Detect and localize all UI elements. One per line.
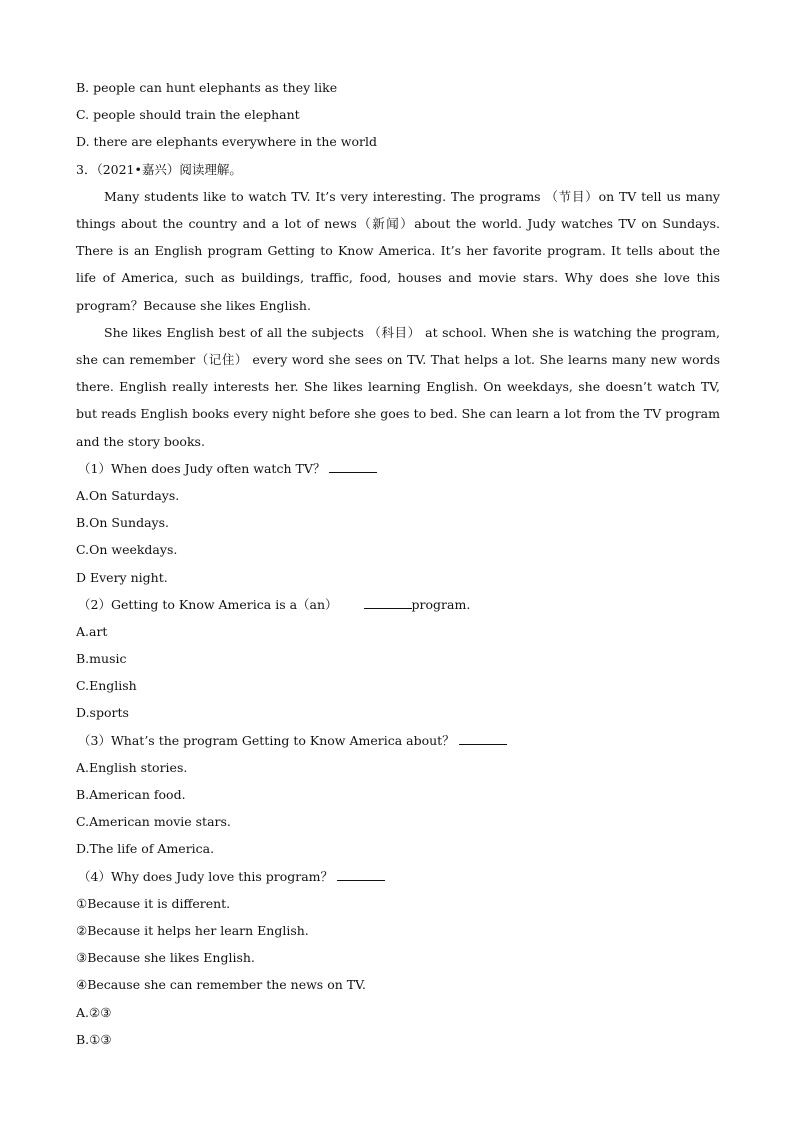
question-4-option-a: A.②③ [76, 1004, 112, 1020]
question-4-statement-4: ④Because she can remember the news on TV. [76, 977, 366, 993]
question-2-text: （2）Getting to Know America is a（an） [78, 596, 338, 612]
answer-blank [364, 594, 412, 609]
question-1-option-d: D Every night. [76, 569, 168, 585]
question-4-text: （4）Why does Judy love this program？ [78, 868, 333, 884]
passage-paragraph-2: She likes English best of all the subjects （科目） at school. When she is watching the program, she can remember（记住） every word she sees on TV. That helps a lot. She learns many new words there. English really interests her. She likes learning English. On weekdays, she doesn’t watch TV, but reads English books every night before she goes to bed. She can learn a lot from the TV program and the story books. [76, 324, 720, 449]
question-2-text-after: program. [411, 596, 471, 612]
document-page [76, 74, 720, 1053]
question-3-option-b: B.American food. [76, 787, 186, 803]
question-4-statement-2: ②Because it helps her learn English. [76, 922, 309, 938]
question-1-stem [76, 455, 720, 482]
answer-blank [337, 866, 385, 881]
passage-paragraph-1: Many students like to watch TV. It’s very interesting. The programs （节目）on TV tell us many things about the country and a lot of news（新闻）about the world. Judy watches TV on Sundays. There is an English program Getting to Know America. It’s her favorite program. It tells about the life of America, such as buildings, traffic, food, houses and movie stars. Why does she love this program？Because she likes English. [76, 188, 720, 313]
answer-blank [459, 730, 507, 745]
answer-blank [329, 458, 377, 473]
question-3-option-c: C.American movie stars. [76, 814, 231, 830]
question-1-option-c: C.On weekdays. [76, 542, 178, 558]
question-2-option-a: A.art [76, 623, 108, 639]
question-3-stem [76, 727, 720, 754]
question-3-option-a: A.English stories. [76, 759, 188, 775]
question-4-stem [76, 863, 720, 890]
previous-option-b: B. people can hunt elephants as they like [76, 80, 338, 95]
question-4-option-b: B.①③ [76, 1031, 112, 1047]
question-3-text: （3）What’s the program Getting to Know America about？ [78, 732, 455, 748]
previous-option-c: C. people should train the elephant [76, 107, 300, 123]
question-1-option-a: A.On Saturdays. [76, 487, 180, 503]
question-1-text: （1）When does Judy often watch TV？ [78, 460, 326, 476]
question-3-option-d: D.The life of America. [76, 841, 215, 857]
question-2-option-b: B.music [76, 651, 127, 667]
previous-option-d: D. there are elephants everywhere in the world [76, 134, 377, 150]
question-2-option-c: C.English [76, 678, 137, 694]
question-header: 3．（2021•嘉兴）阅读理解。 [76, 161, 242, 177]
question-2-stem [76, 591, 720, 618]
question-4-statement-1: ①Because it is different. [76, 895, 231, 911]
question-1-option-b: B.On Sundays. [76, 515, 169, 531]
question-2-option-d: D.sports [76, 705, 129, 721]
question-4-statement-3: ③Because she likes English. [76, 950, 255, 966]
